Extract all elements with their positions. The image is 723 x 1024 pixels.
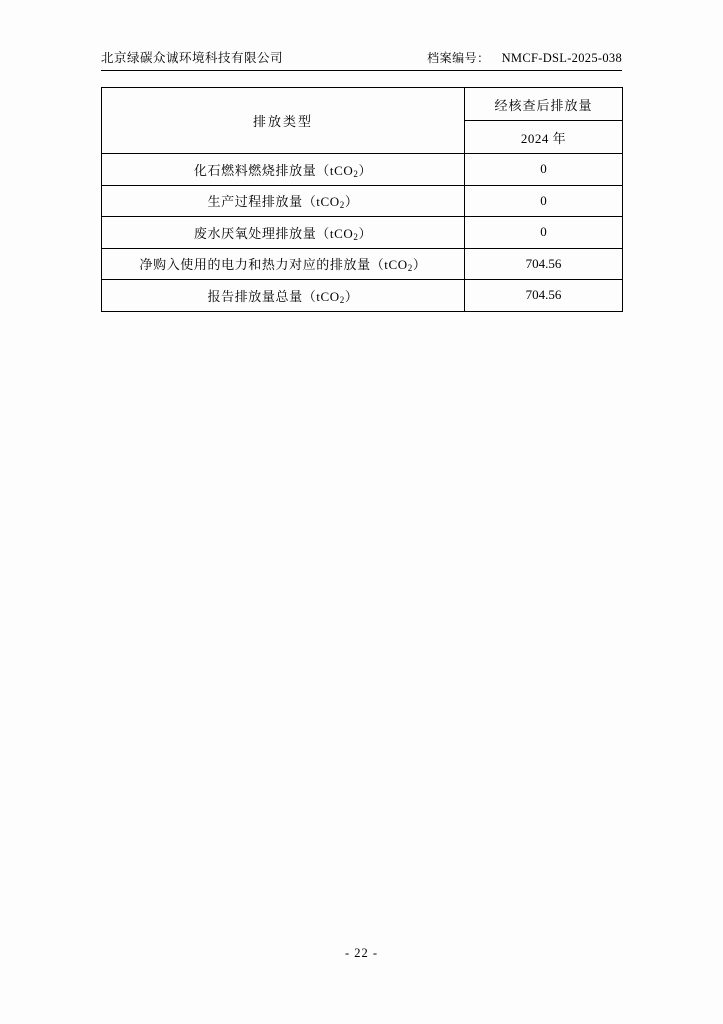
table-row xyxy=(102,248,623,280)
column-subheader-year: 2024 年 xyxy=(465,121,623,154)
cell-emission-type: 净购入使用的电力和热力对应的排放量（tCO$_2$） xyxy=(102,248,465,280)
table-row xyxy=(102,185,623,217)
table-header-row-1 xyxy=(102,88,623,121)
page-header xyxy=(101,48,622,66)
cell-emission-type: 生产过程排放量（tCO$_2$） xyxy=(102,185,465,217)
cell-emission-value: 704.56 xyxy=(465,248,623,280)
table-row xyxy=(102,280,623,312)
column-header-emission-type: 排放类型 xyxy=(102,88,465,154)
cell-emission-value: 0 xyxy=(465,185,623,217)
archive-number-label: 档案编号： xyxy=(427,51,490,65)
header-divider xyxy=(101,70,622,71)
page-footer xyxy=(0,946,723,961)
table-row xyxy=(102,217,623,249)
cell-emission-value: 0 xyxy=(465,217,623,249)
cell-emission-value: 704.56 xyxy=(465,280,623,312)
cell-emission-type: 废水厌氧处理排放量（tCO$_2$） xyxy=(102,217,465,249)
column-header-verified-emissions: 经核查后排放量 xyxy=(465,88,623,121)
archive-number xyxy=(427,49,622,66)
emissions-table xyxy=(101,87,623,312)
archive-number-value: NMCF-DSL-2025-038 xyxy=(501,51,622,65)
emissions-table-wrapper xyxy=(101,87,622,312)
page-number: - 22 - xyxy=(344,946,379,960)
cell-emission-type: 化石燃料燃烧排放量（tCO$_2$） xyxy=(102,154,465,186)
company-name: 北京绿碳众诚环境科技有限公司 xyxy=(101,51,284,65)
cell-emission-value: 0 xyxy=(465,154,623,186)
table-row xyxy=(102,154,623,186)
cell-emission-type: 报告排放量总量（tCO$_2$） xyxy=(102,280,465,312)
